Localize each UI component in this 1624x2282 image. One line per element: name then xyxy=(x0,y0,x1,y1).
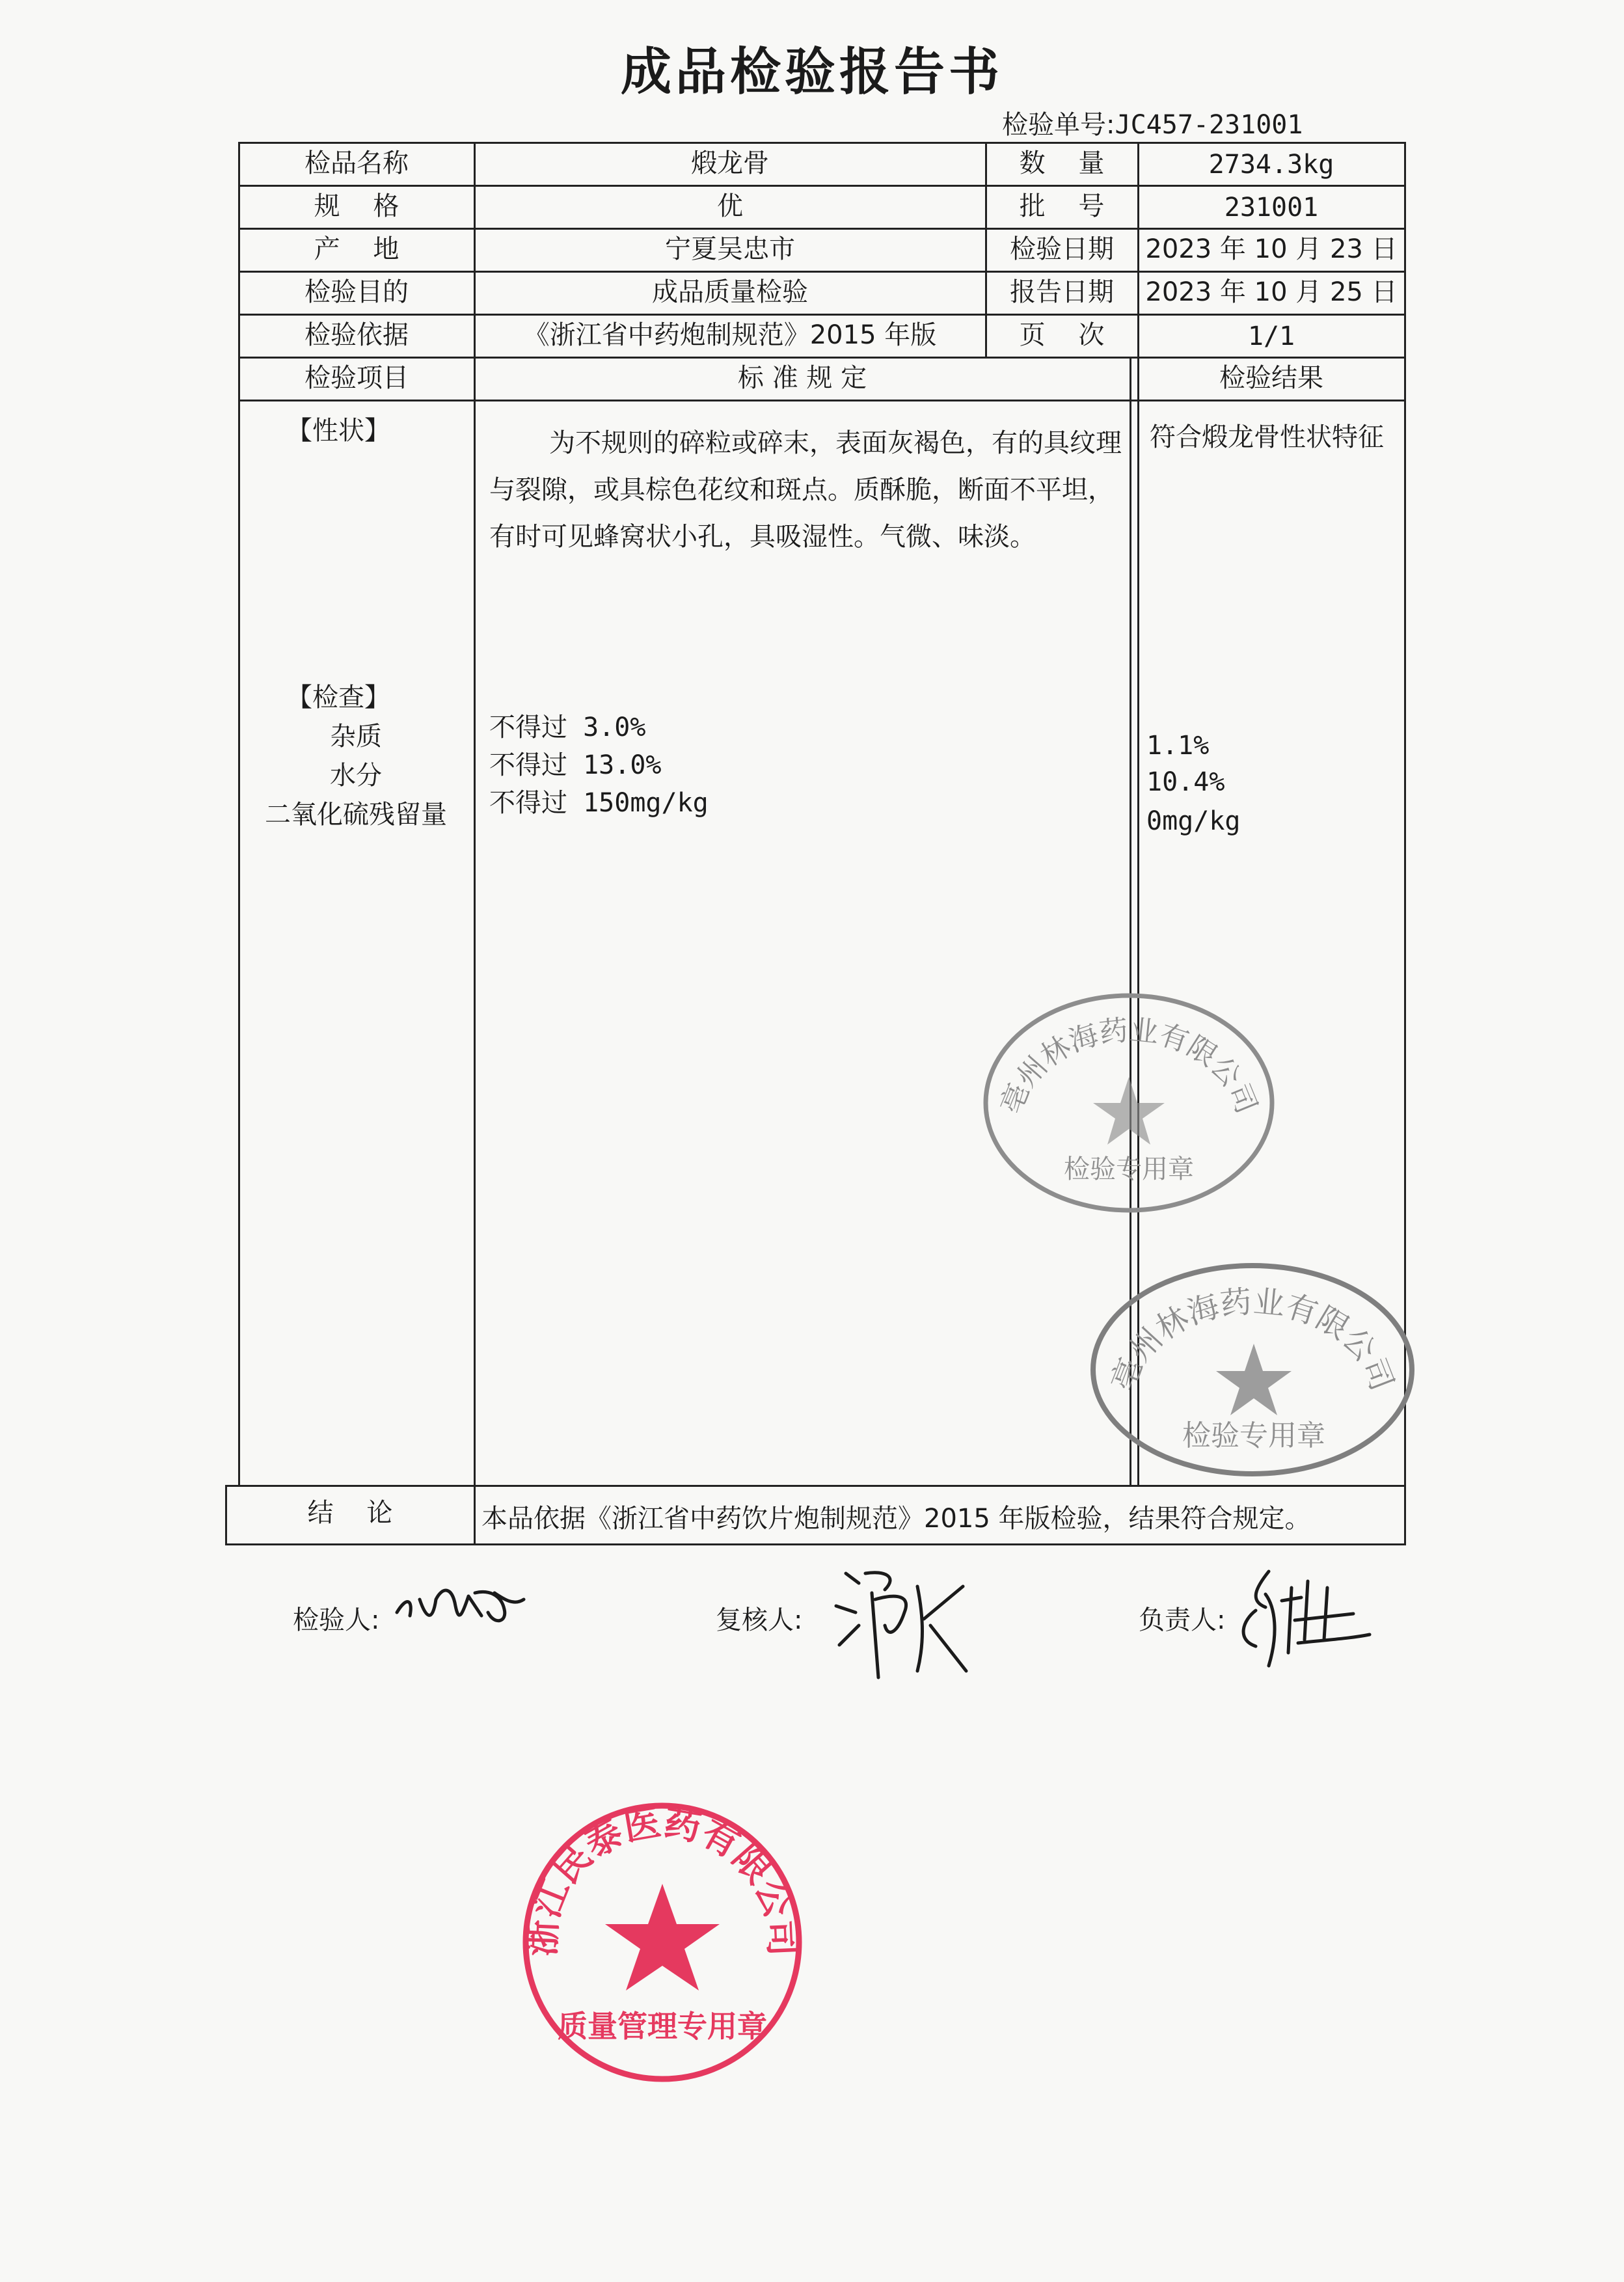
quantity-label: 数 量 xyxy=(1019,148,1105,178)
page-value: 1/1 xyxy=(1247,321,1295,351)
characteristics-standard: 为不规则的碎粒或碎末，表面灰褐色，有的具纹理与裂隙，或具棕色花纹和斑点。质酥脆，断面不平坦，有时可见蜂窝状小孔，具吸湿性。气微、味淡。 xyxy=(489,428,1122,552)
stamp-purpose: 检验专用章 xyxy=(1064,1154,1194,1184)
inspection-item-name: 二氧化硫残留量 xyxy=(265,800,447,830)
inspection-item-standard: 不得过 13.0% xyxy=(489,750,662,780)
header-standard: 标 准 规 定 xyxy=(737,363,867,393)
stamp-star-icon xyxy=(1093,1077,1165,1145)
inspection-item-standard: 不得过 3.0% xyxy=(489,713,646,742)
quality-stamp xyxy=(513,1793,812,2092)
inspector-signature xyxy=(390,1560,534,1632)
batch-value: 231001 xyxy=(1224,193,1319,223)
spec-label: 规 格 xyxy=(314,191,399,221)
stamp-company: 浙江民泰医药有限公司 xyxy=(521,1801,804,1957)
product-name-label: 检品名称 xyxy=(304,148,409,178)
report-date-value: 2023 年 10 月 25 日 xyxy=(1145,277,1398,307)
basis-label: 检验依据 xyxy=(304,320,409,350)
spec-value: 优 xyxy=(717,191,743,221)
basis-value: 《浙江省中药炮制规范》2015 年版 xyxy=(523,320,937,350)
page-label: 页 次 xyxy=(1019,320,1105,350)
inspection-item-result: 0mg/kg xyxy=(1146,806,1241,836)
report-number-value: JC457-231001 xyxy=(1115,110,1303,140)
stamp-purpose: 质量管理专用章 xyxy=(558,2009,767,2044)
test-date-label: 检验日期 xyxy=(1010,234,1114,264)
report-date-label: 报告日期 xyxy=(1010,277,1114,307)
responsible-signature xyxy=(1230,1562,1379,1679)
conclusion-text: 本品依据《浙江省中药饮片炮制规范》2015 年版检验，结果符合规定。 xyxy=(481,1504,1311,1534)
purpose-label: 检验目的 xyxy=(304,277,409,307)
product-name-value: 煅龙骨 xyxy=(691,148,769,178)
stamp-purpose: 检验专用章 xyxy=(1182,1419,1325,1452)
characteristics-result: 符合煅龙骨性状特征 xyxy=(1150,422,1384,452)
stamp-star-icon xyxy=(1216,1344,1292,1415)
stamp-company: 亳州林海药业有限公司 xyxy=(1104,1283,1401,1396)
reviewer-label: 复核人: xyxy=(716,1605,803,1635)
origin-value: 宁夏吴忠市 xyxy=(665,234,795,264)
batch-label: 批 号 xyxy=(1019,191,1105,221)
quantity-value: 2734.3kg xyxy=(1208,150,1334,180)
stamp-star-icon xyxy=(605,1884,720,1990)
header-result: 检验结果 xyxy=(1219,363,1323,393)
conclusion-label: 结 论 xyxy=(307,1498,393,1528)
inspection-item-result: 1.1% xyxy=(1146,731,1210,761)
inspection-stamp xyxy=(976,979,1275,1214)
inspection-stamp xyxy=(1083,1246,1422,1480)
inspection-item-name: 水分 xyxy=(330,761,382,791)
report-title: 成品检验报告书 xyxy=(620,43,1003,102)
test-date-value: 2023 年 10 月 23 日 xyxy=(1145,234,1398,264)
stamp-company: 亳州林海药业有限公司 xyxy=(994,1013,1264,1119)
responsible-label: 负责人: xyxy=(1139,1605,1226,1635)
inspector-label: 检验人: xyxy=(293,1605,380,1635)
inspection-item-name: 杂质 xyxy=(330,722,382,752)
inspection-item-standard: 不得过 150mg/kg xyxy=(489,788,709,818)
header-item: 检验项目 xyxy=(304,363,409,393)
report-number-label: 检验单号: xyxy=(1002,110,1115,140)
characteristics-label: 【性状】 xyxy=(286,416,390,446)
inspection-label: 【检查】 xyxy=(286,683,390,713)
origin-label: 产 地 xyxy=(314,234,399,264)
inspection-item-result: 10.4% xyxy=(1146,767,1225,797)
purpose-value: 成品质量检验 xyxy=(652,277,808,307)
reviewer-signature xyxy=(826,1560,969,1684)
